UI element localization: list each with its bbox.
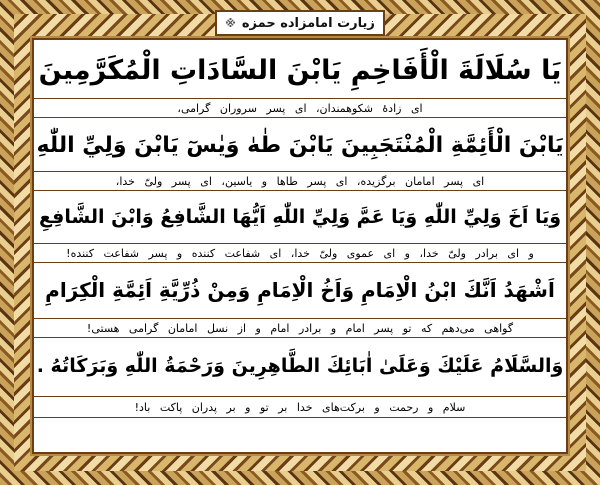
translation-line-3: و ای برادر ولیّ خدا، و ای عموی ولیّ خدا، ای شفاعت کننده و پسر شفاعت کننده! — [34, 243, 566, 263]
arabic-line-1: يَا سُلَالَةَ الْأَفَاخِمِ يَابْنَ السَّادَاتِ الْمُكَرَّمِينَ — [38, 54, 562, 86]
arabic-line-4: اَشْهَدُ اَنَّكَ ابْنُ الْاِمَامِ وَاَخُ الْاِمَامِ وَمِنْ ذُرِّيَّةِ اَئِمَّةِ الْكِرَامِ — [45, 278, 555, 302]
translation-line-2: ای پسر امامان برگزیده، ای پسر طاها و یاسین، ای پسر ولیّ خدا، — [34, 171, 566, 191]
translation-line-5: سلام و رحمت و برکت‌های خدا بر تو و بر پدران پاکت باد! — [34, 396, 566, 418]
ornament-icon: ※ — [225, 16, 236, 30]
arabic-line-3: وَيَا اَخَ وَلِيِّ اللّٰهِ وَيَا عَمَّ وَلِيِّ اللّٰهِ اَيُّهَا الشَّافِعُ وَابْنَ الشَّافِعِ — [38, 206, 562, 228]
arabic-line-5: وَالسَّلَامُ عَلَيْكَ وَعَلَىٰ اٰبَائِكَ الطَّاهِرِينَ وَرَحْمَةُ اللّٰهِ وَبَرَكَاتُهُ . — [36, 355, 564, 377]
translation-line-1: ای زادهٔ شکوهمندان، ای پسر سروران گرامی، — [34, 98, 566, 118]
translation-line-4: گواهی می‌دهم که تو پسر امام و برادر امام و از نسل امامان گرامی هستی! — [34, 318, 566, 338]
page-title: زیارت امامزاده حمزه — [241, 15, 375, 31]
title-tab — [215, 10, 385, 36]
text-panel — [32, 38, 568, 454]
arabic-line-2: يَابْنَ الْأَئِمَّةِ الْمُنْتَجَبِينَ يَابْنَ طٰهٰ وَيٰسٓ يَابْنَ وَلِيِّ اللّٰهِ — [36, 132, 564, 158]
